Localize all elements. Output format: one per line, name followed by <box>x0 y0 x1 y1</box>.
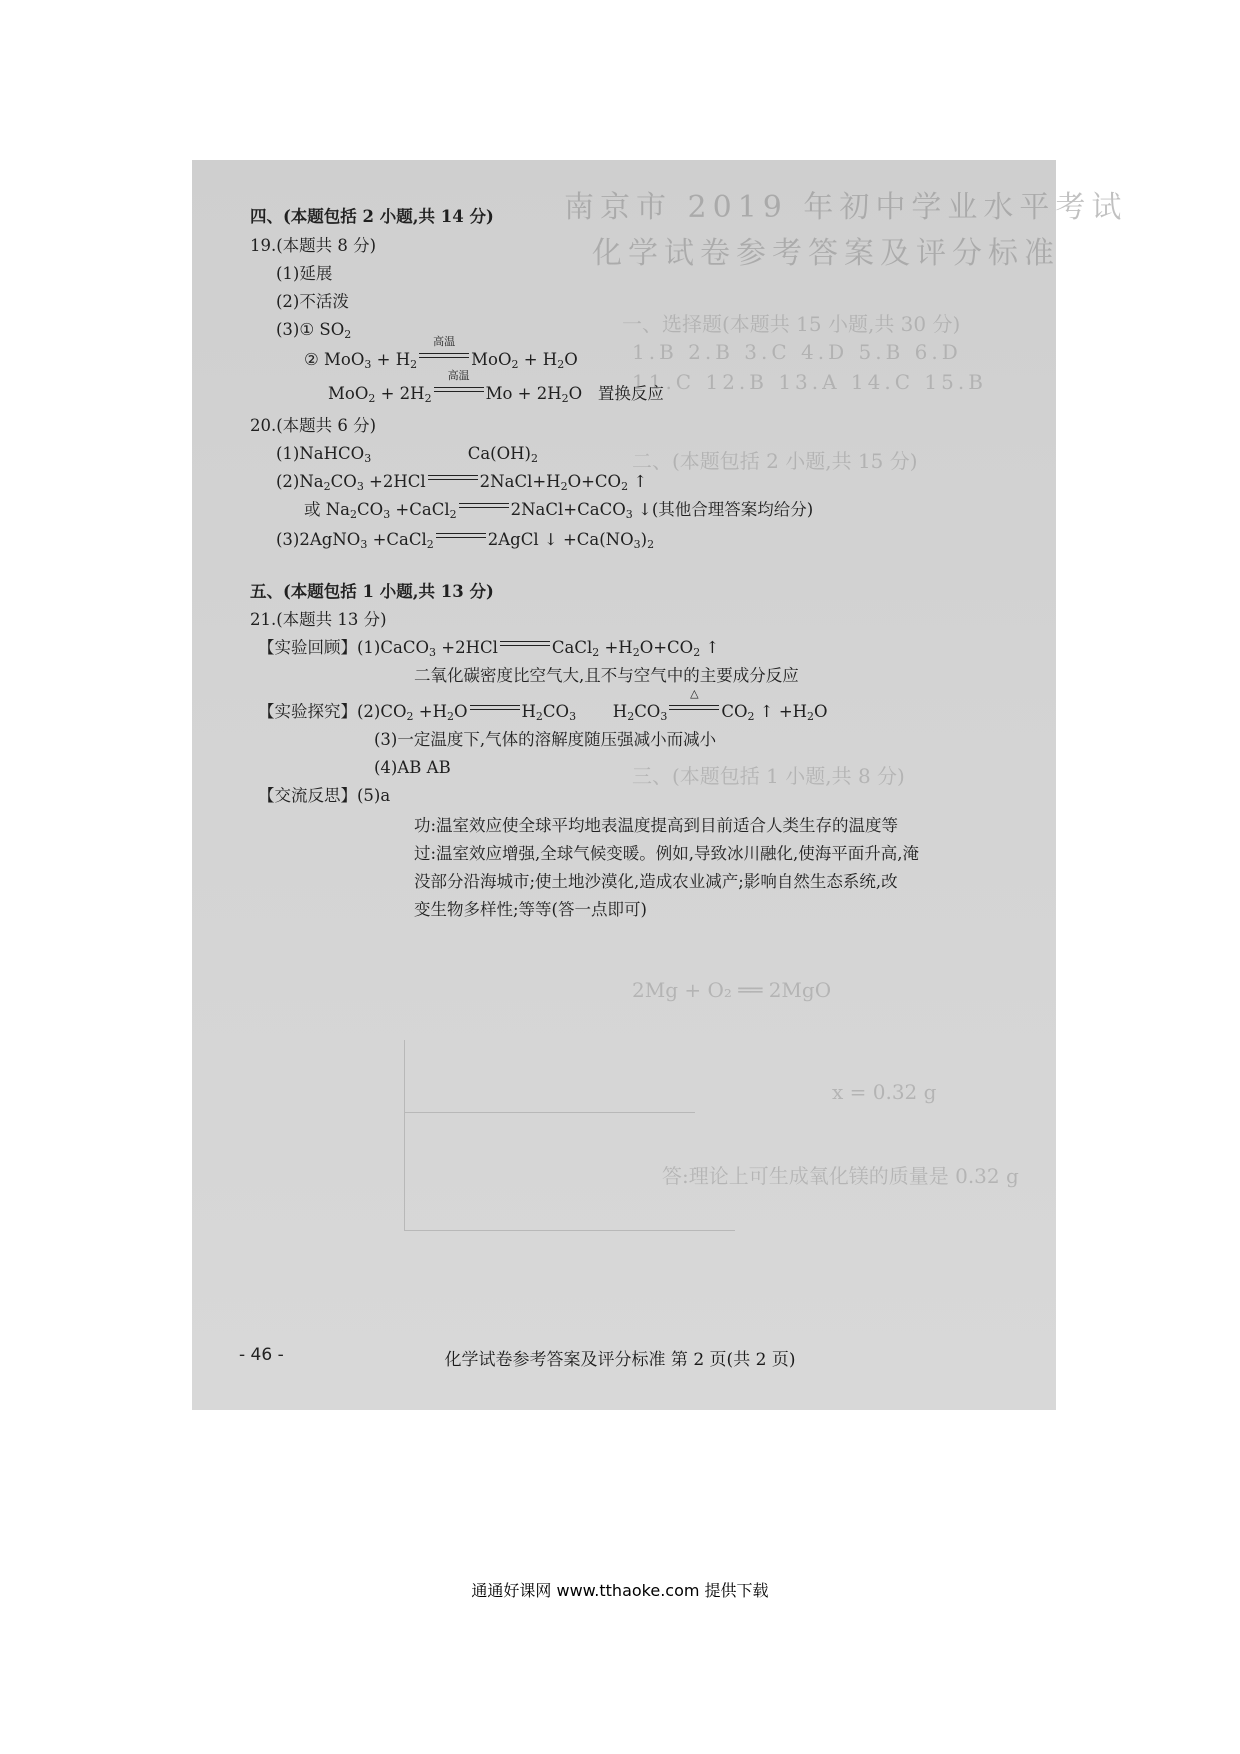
equals-sign <box>419 335 469 363</box>
q20-answer-1 <box>276 444 538 464</box>
explore-label: 【实验探究】 <box>258 702 357 721</box>
equals-sign <box>470 703 520 715</box>
ghost-row-d: 二、(本题包括 2 小题,共 15 分) <box>632 449 918 473</box>
q19-header: 19.(本题共 8 分) <box>250 236 377 255</box>
q21-fault-2: 没部分沿海城市;使土地沙漠化,造成农业减产;影响自然生态系统,改 <box>414 872 898 891</box>
q21-explore-4: (4)AB AB <box>374 758 451 777</box>
review-label: 【实验回顾】 <box>258 638 357 657</box>
q19-answer-2: (2)不活泼 <box>276 292 349 311</box>
q20-header: 20.(本题共 6 分) <box>250 416 377 435</box>
ghost-row-f: 2Mg + O₂ ══ 2MgO <box>632 978 832 1002</box>
equals-sign <box>434 369 484 397</box>
ghost-row-a: 一、选择题(本题共 15 小题,共 30 分) <box>622 312 961 336</box>
q19-answer-3 <box>276 320 351 340</box>
q21-fault-1: 过:温室效应增强,全球气候变暖。例如,导致冰川融化,使海平面升高,淹 <box>414 844 920 863</box>
ghost-row-h: 答:理论上可生成氧化镁的质量是 0.32 g <box>662 1164 1019 1188</box>
q19-equation-1: ② $MoO_3 + H_2$ 高温 $MoO_2 + H_2O$ <box>304 335 578 371</box>
q20-equation-1: $(2)Na_2CO_3 +2HCl$ $2NaCl+H_2O+CO_2$ ↑ <box>276 472 648 493</box>
page-number: - 46 - <box>239 1345 284 1365</box>
q20-alt-note: (其他合理答案均给分) <box>651 500 814 519</box>
section-4-heading: 四、(本题包括 2 小题,共 14 分) <box>250 207 494 226</box>
ghost-row-c: 11.C 12.B 13.A 14.C 15.B <box>632 370 987 394</box>
download-credit: 通通好课网 www.tthaoke.com 提供下载 <box>471 1581 769 1600</box>
equals-sign <box>436 531 486 543</box>
scanned-page <box>192 160 1128 1410</box>
equals-sign <box>500 639 550 651</box>
q21-review-note: 二氧化碳密度比空气大,且不与空气中的主要成分反应 <box>414 666 799 685</box>
q21-reflect <box>258 786 390 806</box>
q19-answer-3-sub: 2 <box>344 328 352 341</box>
ghost-chart <box>404 1040 735 1231</box>
condition-high-temp: 高温 <box>447 369 470 382</box>
condition-high-temp: 高温 <box>433 335 456 348</box>
reflect-answer: (5)a <box>357 786 391 805</box>
sub-2: 2 <box>530 452 538 465</box>
ghost-title-2: 化学试卷参考答案及评分标准 <box>592 236 1060 271</box>
ghost-row-b: 1.B 2.B 3.C 4.D 5.B 6.D <box>632 340 962 364</box>
equals-sign <box>669 687 719 715</box>
equals-sign <box>428 473 478 485</box>
ghost-title-1: 南京市 2019 年初中学业水平考试 <box>564 190 1128 225</box>
q19-equation-2: $MoO_2 + 2H_2$ 高温 $Mo + 2H_2O$ 置换反应 <box>328 369 664 405</box>
section-5-heading: 五、(本题包括 1 小题,共 13 分) <box>250 582 494 601</box>
ghost-row-e: 三、(本题包括 1 小题,共 8 分) <box>632 764 905 788</box>
q20-equation-3: (3)2AgNO$_3$ +CaCl$_2$ 2AgCl ↓ $+Ca(NO_3)_2$ <box>276 530 655 551</box>
q21-explore-3: (3)一定温度下,气体的溶解度随压强减小而减小 <box>374 730 717 749</box>
q19-answer-1: (1)延展 <box>276 264 333 283</box>
reaction-type: 置换反应 <box>597 384 664 403</box>
q20-equation-2: 或 $Na_2CO_3$ +CaCl$_2$ 2NaCl+CaCO$_3$ ↓(其他合理答案均给分) <box>304 500 814 521</box>
q20-answer-1-left: (1)NaHCO <box>276 444 365 463</box>
q21-header: 21.(本题共 13 分) <box>250 610 387 629</box>
q21-review: 【实验回顾】(1)CaCO$_3$ +2HCl CaCl$_2$ $+H_2O+CO_2$ ↑ <box>258 638 720 659</box>
equals-sign <box>459 501 509 513</box>
ghost-row-g: x = 0.32 g <box>832 1080 937 1104</box>
q20-answer-1-right: Ca(OH) <box>467 444 531 463</box>
q21-explore-2: 【实验探究】$(2)CO_2 +H_2O$ $H_2CO_3$ $H_2CO_3$ △ $CO_2$ ↑ $+H_2O$ <box>258 687 828 723</box>
condition-heat: △ <box>690 687 699 700</box>
sub-3: 3 <box>364 452 372 465</box>
reflect-label: 【交流反思】 <box>258 786 357 805</box>
q21-merit: 功:温室效应使全球平均地表温度提高到目前适合人类生存的温度等 <box>414 816 899 835</box>
footer-title: 化学试卷参考答案及评分标准 第 2 页(共 2 页) <box>444 1350 796 1370</box>
q19-answer-3-text: (3)① SO <box>276 320 345 339</box>
q21-fault-3: 变生物多样性;等等(答一点即可) <box>414 900 647 919</box>
